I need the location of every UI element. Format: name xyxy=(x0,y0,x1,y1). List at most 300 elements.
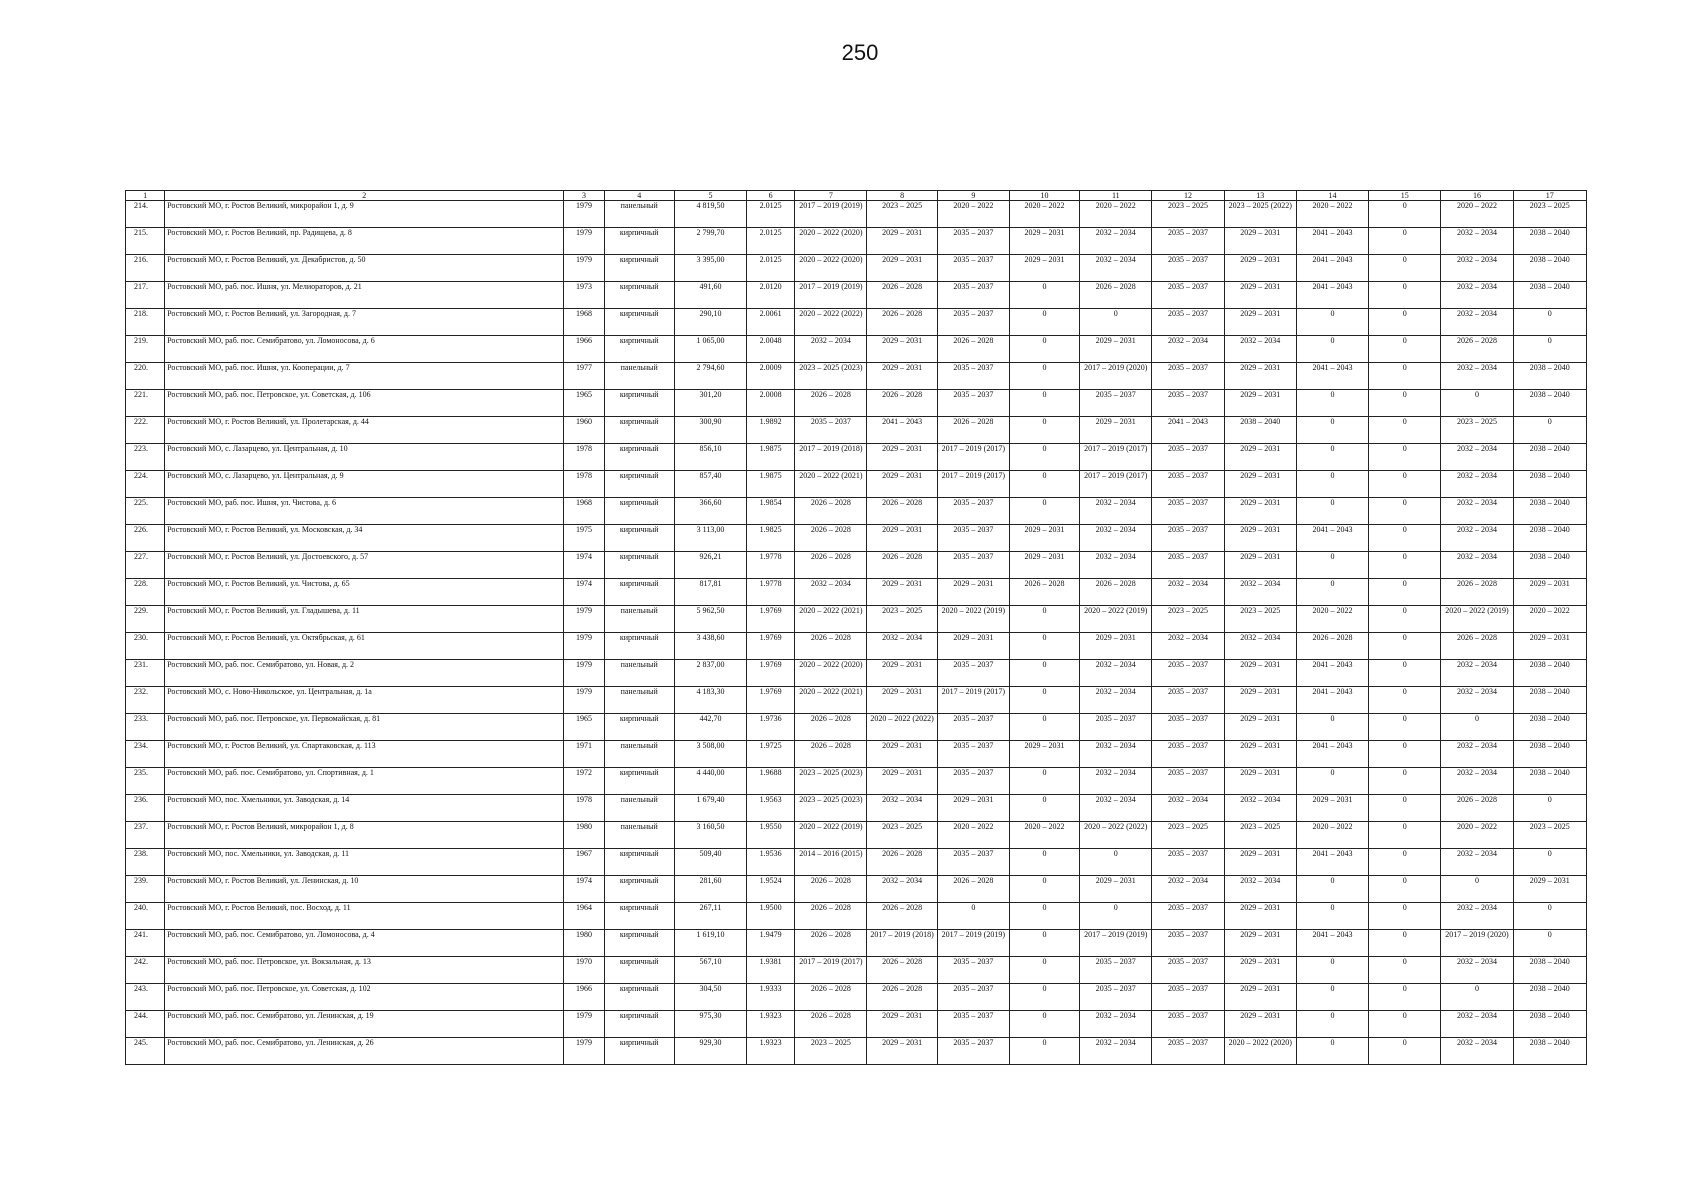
table-cell: 2029 – 2031 xyxy=(1224,444,1296,471)
table-cell: 856,10 xyxy=(674,444,746,471)
table-cell: кирпичный xyxy=(604,579,674,606)
table-cell: 2029 – 2031 xyxy=(1224,255,1296,282)
address-cell: Ростовский МО, раб. пос. Семибратово, ул. Спортивная, д. 1 xyxy=(165,768,564,795)
table-cell: 2035 – 2037 xyxy=(1080,984,1152,1011)
table-cell: 0 xyxy=(1080,849,1152,876)
table-cell: 2020 – 2022 xyxy=(1296,201,1368,228)
table-cell: 0 xyxy=(1009,876,1079,903)
table-row xyxy=(126,336,1587,363)
table-cell: 0 xyxy=(1009,498,1079,525)
table-cell: 2041 – 2043 xyxy=(1296,660,1368,687)
row-number-cell: 222. xyxy=(126,417,165,444)
table-cell: 2 794,60 xyxy=(674,363,746,390)
table-cell: 2026 – 2028 xyxy=(795,552,867,579)
table-cell: 857,40 xyxy=(674,471,746,498)
table-cell: 2029 – 2031 xyxy=(1296,795,1368,822)
table-cell: 2020 – 2022 (2019) xyxy=(937,606,1009,633)
row-number-cell: 230. xyxy=(126,633,165,660)
table-cell: 2017 – 2019 (2017) xyxy=(937,687,1009,714)
table-cell: 2032 – 2034 xyxy=(1441,768,1513,795)
table-cell: 0 xyxy=(1369,606,1441,633)
table-cell: 2029 – 2031 xyxy=(1224,930,1296,957)
row-number-cell: 237. xyxy=(126,822,165,849)
table-cell: 1979 xyxy=(564,1038,604,1065)
table-cell: 0 xyxy=(1009,363,1079,390)
table-cell: 929,30 xyxy=(674,1038,746,1065)
table-cell: 0 xyxy=(1009,309,1079,336)
table-cell: кирпичный xyxy=(604,984,674,1011)
table-cell: 2035 – 2037 xyxy=(1080,957,1152,984)
row-number-cell: 242. xyxy=(126,957,165,984)
table-cell: 0 xyxy=(1009,984,1079,1011)
table-cell: 1970 xyxy=(564,957,604,984)
table-cell: 0 xyxy=(1296,498,1368,525)
address-cell: Ростовский МО, раб. пос. Семибратово, ул. Ломоносова, д. 6 xyxy=(165,336,564,363)
table-cell: 0 xyxy=(1369,1011,1441,1038)
table-cell: 2020 – 2022 xyxy=(1009,822,1079,849)
table-cell: 2035 – 2037 xyxy=(1152,471,1224,498)
table-cell: 1.9854 xyxy=(747,498,795,525)
table-cell: 2029 – 2031 xyxy=(1224,1011,1296,1038)
table-cell: 1971 xyxy=(564,741,604,768)
table-row xyxy=(126,255,1587,282)
table-cell: 0 xyxy=(1296,417,1368,444)
table-cell: 2026 – 2028 xyxy=(867,390,937,417)
table-cell: 2035 – 2037 xyxy=(937,957,1009,984)
table-cell: 1974 xyxy=(564,876,604,903)
table-cell: 2023 – 2025 xyxy=(1152,606,1224,633)
table-row xyxy=(126,363,1587,390)
table-cell: 2035 – 2037 xyxy=(1152,714,1224,741)
table-cell: 0 xyxy=(1513,309,1586,336)
table-cell: 0 xyxy=(1369,957,1441,984)
table-cell: 0 xyxy=(1296,957,1368,984)
table-cell: 2038 – 2040 xyxy=(1513,525,1586,552)
table-cell: 1978 xyxy=(564,795,604,822)
row-number-cell: 232. xyxy=(126,687,165,714)
address-cell: Ростовский МО, с. Лазарцево, ул. Центральная, д. 10 xyxy=(165,444,564,471)
row-number-cell: 218. xyxy=(126,309,165,336)
row-number-cell: 240. xyxy=(126,903,165,930)
row-number-cell: 214. xyxy=(126,201,165,228)
table-cell: 2041 – 2043 xyxy=(1296,930,1368,957)
table-cell: 2035 – 2037 xyxy=(1152,687,1224,714)
table-cell: 2035 – 2037 xyxy=(1152,363,1224,390)
table-cell: 2017 – 2019 (2017) xyxy=(1080,444,1152,471)
table-cell: панельный xyxy=(604,687,674,714)
table-cell: 2029 – 2031 xyxy=(867,579,937,606)
table-cell: 2038 – 2040 xyxy=(1513,957,1586,984)
table-cell: 2038 – 2040 xyxy=(1513,1011,1586,1038)
table-cell: 2023 – 2025 xyxy=(795,1038,867,1065)
table-cell: 2029 – 2031 xyxy=(1224,660,1296,687)
address-cell: Ростовский МО, г. Ростов Великий, ул. Ленинская, д. 10 xyxy=(165,876,564,903)
table-cell: 2023 – 2025 xyxy=(867,822,937,849)
row-number-cell: 221. xyxy=(126,390,165,417)
row-number-cell: 220. xyxy=(126,363,165,390)
table-cell: 0 xyxy=(1369,282,1441,309)
table-cell: 2035 – 2037 xyxy=(937,255,1009,282)
table-cell: 2020 – 2022 (2020) xyxy=(795,660,867,687)
table-cell: 2020 – 2022 (2020) xyxy=(795,228,867,255)
table-cell: 2035 – 2037 xyxy=(937,282,1009,309)
table-cell: 2035 – 2037 xyxy=(1152,498,1224,525)
table-cell: 0 xyxy=(1009,336,1079,363)
table-cell: 2023 – 2025 (2023) xyxy=(795,795,867,822)
table-cell: кирпичный xyxy=(604,903,674,930)
row-number-cell: 236. xyxy=(126,795,165,822)
table-cell: 2026 – 2028 xyxy=(795,498,867,525)
table-cell: 0 xyxy=(1369,498,1441,525)
table-cell: 2026 – 2028 xyxy=(1080,579,1152,606)
table-cell: 0 xyxy=(1441,390,1513,417)
table-cell: 0 xyxy=(1441,876,1513,903)
table-cell: 4 819,50 xyxy=(674,201,746,228)
table-cell: 1979 xyxy=(564,633,604,660)
table-cell: 2035 – 2037 xyxy=(1152,903,1224,930)
table-cell: 1.9769 xyxy=(747,660,795,687)
table-cell: 2029 – 2031 xyxy=(937,795,1009,822)
table-cell: 2 837,00 xyxy=(674,660,746,687)
column-header: 16 xyxy=(1441,191,1513,201)
table-cell: 2038 – 2040 xyxy=(1513,444,1586,471)
table-row xyxy=(126,930,1587,957)
table-row xyxy=(126,525,1587,552)
table-cell: 2032 – 2034 xyxy=(867,633,937,660)
row-number-cell: 225. xyxy=(126,498,165,525)
table-cell: 2032 – 2034 xyxy=(1441,957,1513,984)
table-cell: 2020 – 2022 xyxy=(1009,201,1079,228)
table-cell: 0 xyxy=(1296,336,1368,363)
table-cell: 2.0008 xyxy=(747,390,795,417)
table-cell: 0 xyxy=(1296,471,1368,498)
table-cell: 1 679,40 xyxy=(674,795,746,822)
table-cell: 2020 – 2022 xyxy=(937,822,1009,849)
table-cell: 1.9550 xyxy=(747,822,795,849)
table-cell: 0 xyxy=(1369,444,1441,471)
table-cell: 0 xyxy=(1296,1038,1368,1065)
address-cell: Ростовский МО, раб. пос. Петровское, ул. Советская, д. 106 xyxy=(165,390,564,417)
table-cell: 1966 xyxy=(564,984,604,1011)
table-cell: 2026 – 2028 xyxy=(795,903,867,930)
table-row xyxy=(126,444,1587,471)
table-cell: 2026 – 2028 xyxy=(795,876,867,903)
table-cell: 2029 – 2031 xyxy=(1009,228,1079,255)
table-cell: 2017 – 2019 (2020) xyxy=(1080,363,1152,390)
table-cell: 0 xyxy=(1369,255,1441,282)
table-cell: 2029 – 2031 xyxy=(867,687,937,714)
table-cell: 2032 – 2034 xyxy=(1080,1038,1152,1065)
table-cell: 2026 – 2028 xyxy=(1441,795,1513,822)
table-cell: 0 xyxy=(1513,903,1586,930)
row-number-cell: 223. xyxy=(126,444,165,471)
table-cell: панельный xyxy=(604,606,674,633)
table-cell: кирпичный xyxy=(604,768,674,795)
table-cell: 0 xyxy=(1009,471,1079,498)
table-cell: 2029 – 2031 xyxy=(1224,984,1296,1011)
table-cell: 1978 xyxy=(564,444,604,471)
table-cell: 2032 – 2034 xyxy=(867,795,937,822)
table-cell: 1.9769 xyxy=(747,606,795,633)
table-cell: кирпичный xyxy=(604,390,674,417)
table-cell: 2029 – 2031 xyxy=(1080,336,1152,363)
table-cell: 2032 – 2034 xyxy=(1441,1038,1513,1065)
table-cell: 2029 – 2031 xyxy=(867,660,937,687)
table-cell: кирпичный xyxy=(604,1011,674,1038)
table-cell: 2032 – 2034 xyxy=(1224,876,1296,903)
table-cell: 0 xyxy=(1441,714,1513,741)
address-cell: Ростовский МО, г. Ростов Великий, ул. Пролетарская, д. 44 xyxy=(165,417,564,444)
table-cell: 2041 – 2043 xyxy=(867,417,937,444)
table-row xyxy=(126,660,1587,687)
table-cell: 0 xyxy=(1369,579,1441,606)
table-cell: 1.9769 xyxy=(747,687,795,714)
row-number-cell: 224. xyxy=(126,471,165,498)
table-cell: 0 xyxy=(1296,984,1368,1011)
table-cell: 2032 – 2034 xyxy=(1224,336,1296,363)
address-cell: Ростовский МО, раб. пос. Семибратово, ул. Ленинская, д. 26 xyxy=(165,1038,564,1065)
table-cell: 1.9778 xyxy=(747,579,795,606)
table-row xyxy=(126,903,1587,930)
table-cell: 0 xyxy=(1369,930,1441,957)
table-cell: 2026 – 2028 xyxy=(937,336,1009,363)
row-number-cell: 245. xyxy=(126,1038,165,1065)
table-cell: 2023 – 2025 xyxy=(1224,822,1296,849)
table-cell: 2029 – 2031 xyxy=(1224,957,1296,984)
table-cell: 2035 – 2037 xyxy=(795,417,867,444)
table-cell: 2020 – 2022 (2021) xyxy=(795,606,867,633)
table-cell: 2032 – 2034 xyxy=(1224,633,1296,660)
table-cell: 0 xyxy=(1009,687,1079,714)
table-cell: 3 508,00 xyxy=(674,741,746,768)
table-row xyxy=(126,768,1587,795)
table-cell: 2032 – 2034 xyxy=(1441,660,1513,687)
table-cell: 2035 – 2037 xyxy=(1152,930,1224,957)
table-cell: 2035 – 2037 xyxy=(937,228,1009,255)
table-cell: 2026 – 2028 xyxy=(795,1011,867,1038)
column-header: 11 xyxy=(1080,191,1152,201)
table-cell: 2.0048 xyxy=(747,336,795,363)
table-cell: 2029 – 2031 xyxy=(1224,768,1296,795)
table-cell: 2032 – 2034 xyxy=(1080,552,1152,579)
table-header-row xyxy=(126,191,1587,201)
table-cell: 4 440,00 xyxy=(674,768,746,795)
table-cell: 2029 – 2031 xyxy=(1080,876,1152,903)
table-cell: 2032 – 2034 xyxy=(1441,228,1513,255)
table-cell: кирпичный xyxy=(604,552,674,579)
table-cell: панельный xyxy=(604,741,674,768)
address-cell: Ростовский МО, г. Ростов Великий, ул. Октябрьская, д. 61 xyxy=(165,633,564,660)
table-cell: 2035 – 2037 xyxy=(937,984,1009,1011)
row-number-cell: 219. xyxy=(126,336,165,363)
table-cell: 2029 – 2031 xyxy=(1224,228,1296,255)
table-cell: 2035 – 2037 xyxy=(1152,552,1224,579)
table-cell: 2023 – 2025 xyxy=(1152,822,1224,849)
table-cell: 2029 – 2031 xyxy=(867,525,937,552)
table-cell: 2020 – 2022 (2019) xyxy=(795,822,867,849)
table-cell: 0 xyxy=(1513,417,1586,444)
table-cell: 2032 – 2034 xyxy=(1441,687,1513,714)
table-cell: 2020 – 2022 (2020) xyxy=(795,255,867,282)
table-cell: 1968 xyxy=(564,309,604,336)
table-cell: 4 183,30 xyxy=(674,687,746,714)
table-cell: 1.9875 xyxy=(747,471,795,498)
table-cell: 2020 – 2022 (2022) xyxy=(795,309,867,336)
table-cell: 0 xyxy=(937,903,1009,930)
table-cell: кирпичный xyxy=(604,633,674,660)
table-cell: 2035 – 2037 xyxy=(937,849,1009,876)
table-cell: 2023 – 2025 xyxy=(1441,417,1513,444)
table-cell: 2035 – 2037 xyxy=(1152,255,1224,282)
table-cell: 2017 – 2019 (2017) xyxy=(795,957,867,984)
table-cell: 1.9825 xyxy=(747,525,795,552)
table-cell: 2020 – 2022 (2022) xyxy=(867,714,937,741)
table-cell: 2029 – 2031 xyxy=(1009,552,1079,579)
table-cell: 0 xyxy=(1369,309,1441,336)
table-cell: 2038 – 2040 xyxy=(1513,390,1586,417)
table-cell: 2032 – 2034 xyxy=(867,876,937,903)
table-cell: 2017 – 2019 (2019) xyxy=(795,201,867,228)
table-cell: 0 xyxy=(1009,714,1079,741)
table-cell: 2.0061 xyxy=(747,309,795,336)
table-cell: 2041 – 2043 xyxy=(1296,282,1368,309)
table-cell: 2029 – 2031 xyxy=(867,471,937,498)
row-number-cell: 241. xyxy=(126,930,165,957)
table-cell: 1979 xyxy=(564,255,604,282)
table-cell: 290,10 xyxy=(674,309,746,336)
table-row xyxy=(126,687,1587,714)
table-cell: 2035 – 2037 xyxy=(1152,1011,1224,1038)
table-cell: 0 xyxy=(1296,876,1368,903)
table-cell: 0 xyxy=(1369,849,1441,876)
table-cell: кирпичный xyxy=(604,525,674,552)
table-cell: 0 xyxy=(1513,849,1586,876)
table-row xyxy=(126,417,1587,444)
table-cell: 0 xyxy=(1296,552,1368,579)
table-cell: 301,20 xyxy=(674,390,746,417)
table-cell: кирпичный xyxy=(604,498,674,525)
table-cell: 2035 – 2037 xyxy=(937,552,1009,579)
table-row xyxy=(126,984,1587,1011)
table-cell: 2026 – 2028 xyxy=(937,876,1009,903)
column-header: 6 xyxy=(747,191,795,201)
table-cell: 2029 – 2031 xyxy=(867,228,937,255)
table-cell: 2029 – 2031 xyxy=(1224,390,1296,417)
column-header: 3 xyxy=(564,191,604,201)
table-row xyxy=(126,471,1587,498)
table-cell: 2035 – 2037 xyxy=(1152,1038,1224,1065)
table-cell: 2032 – 2034 xyxy=(1080,768,1152,795)
table-cell: 2029 – 2031 xyxy=(1224,282,1296,309)
table-row xyxy=(126,741,1587,768)
table-cell: 2026 – 2028 xyxy=(1009,579,1079,606)
table-cell: 1966 xyxy=(564,336,604,363)
address-cell: Ростовский МО, г. Ростов Великий, ул. Спартаковская, д. 113 xyxy=(165,741,564,768)
table-cell: 1.9323 xyxy=(747,1038,795,1065)
table-cell: 1.9524 xyxy=(747,876,795,903)
table-cell: 2029 – 2031 xyxy=(1224,552,1296,579)
table-cell: 2029 – 2031 xyxy=(1224,471,1296,498)
table-cell: 2029 – 2031 xyxy=(1224,363,1296,390)
table-cell: 1.9778 xyxy=(747,552,795,579)
table-cell: 2026 – 2028 xyxy=(1441,579,1513,606)
table-cell: 0 xyxy=(1369,1038,1441,1065)
table-cell: 2041 – 2043 xyxy=(1296,849,1368,876)
table-cell: 2035 – 2037 xyxy=(937,525,1009,552)
table-cell: 1980 xyxy=(564,822,604,849)
address-cell: Ростовский МО, раб. пос. Семибратово, ул. Новая, д. 2 xyxy=(165,660,564,687)
table-cell: 1.9479 xyxy=(747,930,795,957)
row-number-cell: 233. xyxy=(126,714,165,741)
table-cell: 2038 – 2040 xyxy=(1513,984,1586,1011)
table-cell: 0 xyxy=(1369,201,1441,228)
table-cell: 0 xyxy=(1513,795,1586,822)
table-cell: 2026 – 2028 xyxy=(795,714,867,741)
table-cell: 2038 – 2040 xyxy=(1224,417,1296,444)
table-cell: 0 xyxy=(1009,903,1079,930)
table-cell: 1.9500 xyxy=(747,903,795,930)
table-cell: 1973 xyxy=(564,282,604,309)
table-cell: 2035 – 2037 xyxy=(1152,282,1224,309)
table-cell: 2020 – 2022 xyxy=(1441,201,1513,228)
table-cell: 0 xyxy=(1009,768,1079,795)
table-cell: 1.9769 xyxy=(747,633,795,660)
table-cell: 2029 – 2031 xyxy=(1009,255,1079,282)
table-cell: 2032 – 2034 xyxy=(795,336,867,363)
table-cell: 2032 – 2034 xyxy=(1152,795,1224,822)
table-cell: 1972 xyxy=(564,768,604,795)
table-cell: 2035 – 2037 xyxy=(937,741,1009,768)
table-row xyxy=(126,822,1587,849)
address-cell: Ростовский МО, г. Ростов Великий, ул. Гладышева, д. 11 xyxy=(165,606,564,633)
table-cell: 1979 xyxy=(564,660,604,687)
table-cell: 2029 – 2031 xyxy=(867,741,937,768)
table-cell: 2035 – 2037 xyxy=(937,498,1009,525)
table-cell: 366,60 xyxy=(674,498,746,525)
table-cell: 0 xyxy=(1009,1011,1079,1038)
row-number-cell: 217. xyxy=(126,282,165,309)
table-cell: 2026 – 2028 xyxy=(795,633,867,660)
table-cell: 2038 – 2040 xyxy=(1513,1038,1586,1065)
table-cell: 567,10 xyxy=(674,957,746,984)
address-cell: Ростовский МО, г. Ростов Великий, микрорайон 1, д. 9 xyxy=(165,201,564,228)
table-cell: 2035 – 2037 xyxy=(1152,444,1224,471)
table-cell: 0 xyxy=(1369,741,1441,768)
column-header: 4 xyxy=(604,191,674,201)
table-row xyxy=(126,1038,1587,1065)
table-cell: 2032 – 2034 xyxy=(1441,309,1513,336)
table-cell: 304,50 xyxy=(674,984,746,1011)
row-number-cell: 243. xyxy=(126,984,165,1011)
table-cell: 2032 – 2034 xyxy=(1441,363,1513,390)
table-cell: 2 799,70 xyxy=(674,228,746,255)
table-cell: 2035 – 2037 xyxy=(1152,660,1224,687)
table-cell: 2035 – 2037 xyxy=(1080,390,1152,417)
table-cell: 2026 – 2028 xyxy=(867,957,937,984)
table-cell: 2020 – 2022 xyxy=(1080,201,1152,228)
table-cell: 2029 – 2031 xyxy=(937,579,1009,606)
table-cell: 0 xyxy=(1369,390,1441,417)
table-cell: 1974 xyxy=(564,552,604,579)
row-number-cell: 229. xyxy=(126,606,165,633)
table-cell: 2029 – 2031 xyxy=(1224,525,1296,552)
table-cell: 2038 – 2040 xyxy=(1513,282,1586,309)
address-cell: Ростовский МО, г. Ростов Великий, ул. Загородная, д. 7 xyxy=(165,309,564,336)
table-cell: 2035 – 2037 xyxy=(1152,984,1224,1011)
table-cell: 1979 xyxy=(564,201,604,228)
table-cell: 0 xyxy=(1296,309,1368,336)
table-cell: панельный xyxy=(604,363,674,390)
